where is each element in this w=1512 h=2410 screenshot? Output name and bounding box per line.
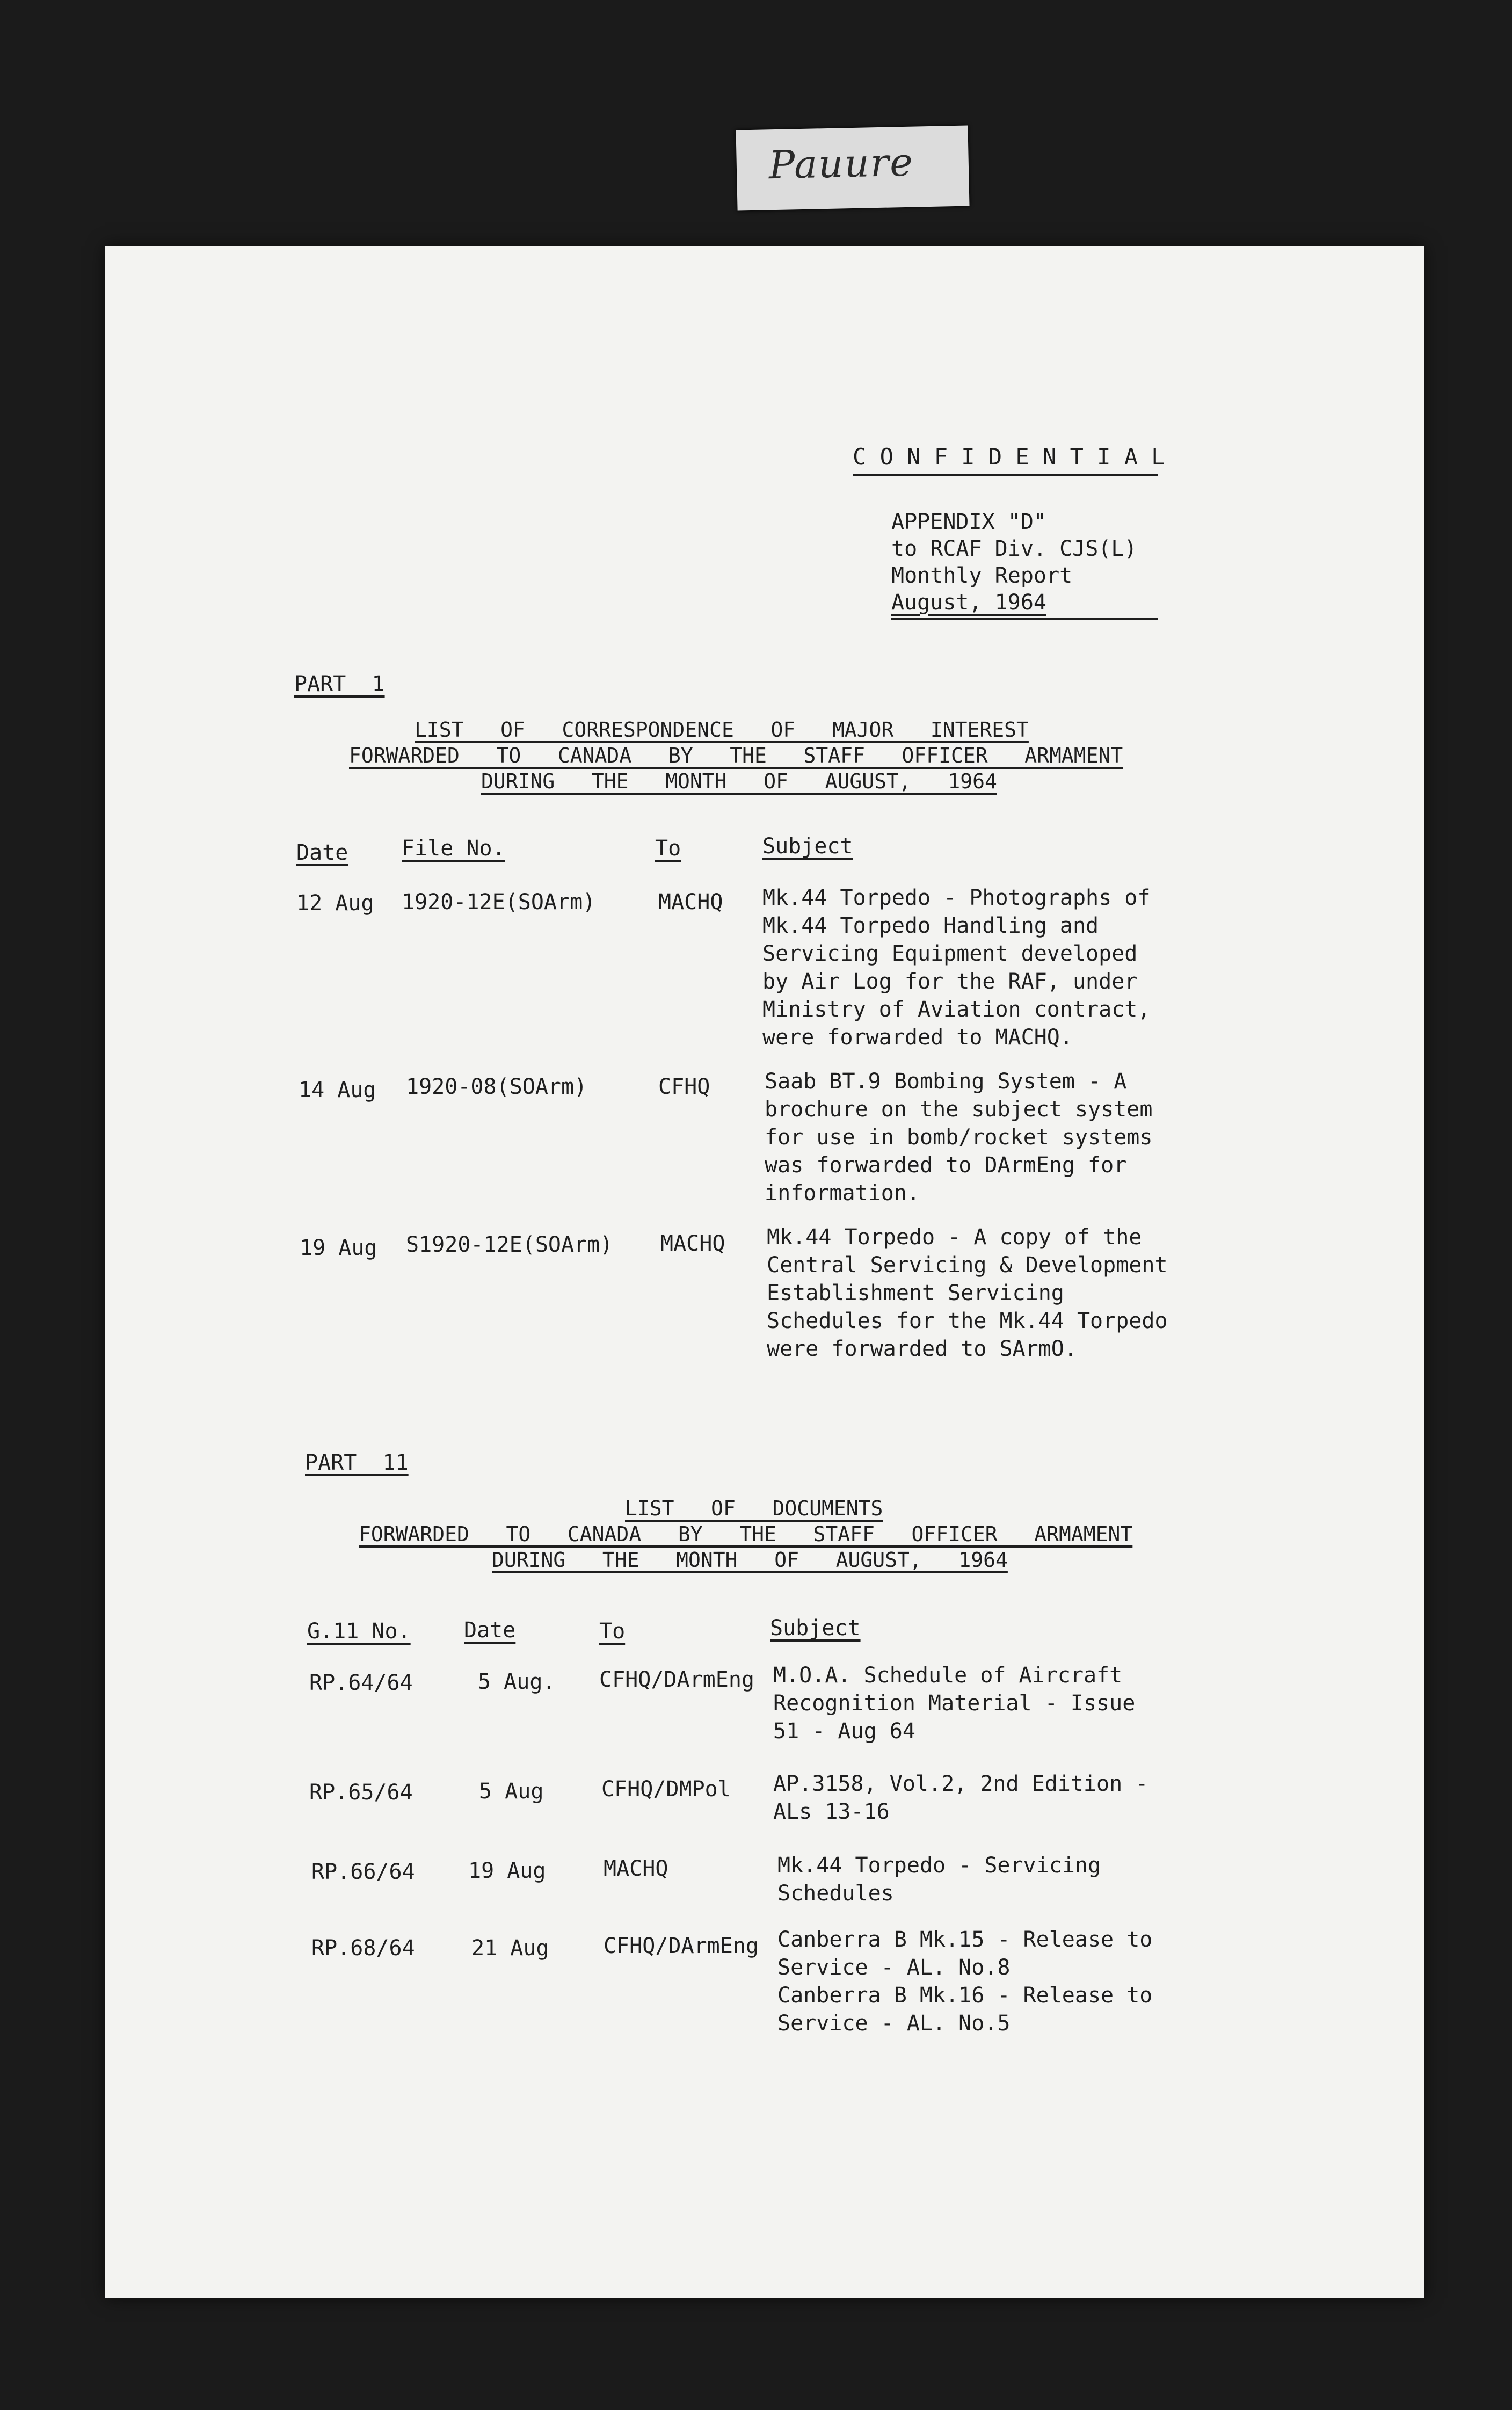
part2-title-line-2: FORWARDED TO CANADA BY THE STAFF OFFICER ARMAMENT [359,1522,1133,1546]
part2-col-date: Date [464,1618,516,1643]
part2-row4-to: CFHQ/DArmEng [604,1934,759,1958]
tag-handwriting: Pauure [768,139,914,188]
part2-row2-g11: RP.65/64 [309,1780,413,1805]
part1-row3-date: 19 Aug [300,1236,377,1260]
part2-row2-to: CFHQ/DMPol [601,1777,731,1802]
part2-title-line-3: DURING THE MONTH OF AUGUST, 1964 [492,1548,1008,1572]
part1-row2-to: CFHQ [658,1075,710,1099]
part2-row3-subject: Mk.44 Torpedo - Servicing Schedules [777,1853,1101,1906]
part2-row1-g11: RP.64/64 [309,1671,413,1695]
part2-row2-date: 5 Aug [479,1779,544,1804]
part1-row1-file: 1920-12E(SOArm) [402,890,596,914]
part2-col-to: To [599,1619,626,1644]
appendix-line-2: to RCAF Div. CJS(L) [891,536,1137,561]
classification-label: C O N F I D E N T I A L [853,444,1165,470]
appendix-line-1: APPENDIX "D" [891,510,1046,534]
part2-row4-subject: Canberra B Mk.15 - Release to Service - AL. No.8 Canberra B Mk.16 - Release to Service - AL. No.5 [777,1927,1153,2036]
part1-row2-date: 14 Aug [299,1078,376,1102]
part2-row2-subject: AP.3158, Vol.2, 2nd Edition - ALs 13-16 [773,1772,1148,1824]
part1-row2-subject: Saab BT.9 Bombing System - A brochure on the subject system for use in bomb/rocket systems was forwarded to DArmEng for information. [765,1069,1153,1206]
part2-row1-date: 5 Aug. [478,1669,556,1694]
part1-row1-to: MACHQ [658,890,723,914]
part2-label: PART 11 [305,1450,409,1475]
appendix-line-3: Monthly Report [891,563,1073,588]
part2-row3-g11: RP.66/64 [311,1860,415,1884]
appendix-line-4: August, 1964 [891,590,1046,615]
part1-row1-date: 12 Aug [296,891,374,916]
part1-row2-file: 1920-08(SOArm) [406,1075,587,1099]
part1-label: PART 1 [294,672,385,696]
part2-title-line-1: LIST OF DOCUMENTS [625,1497,883,1520]
part1-row3-to: MACHQ [660,1231,725,1256]
part2-row3-date: 19 Aug [468,1859,546,1883]
part1-title-line-1: LIST OF CORRESPONDENCE OF MAJOR INTEREST [415,718,1029,742]
file-tag [736,125,969,210]
part2-row4-g11: RP.68/64 [311,1936,415,1961]
appendix-rule [891,618,1158,620]
part2-col-subject: Subject [770,1616,861,1640]
part2-row1-to: CFHQ/DArmEng [599,1667,754,1692]
part2-row1-subject: M.O.A. Schedule of Aircraft Recognition Material - Issue 51 - Aug 64 [773,1663,1136,1744]
part1-row1-subject: Mk.44 Torpedo - Photographs of Mk.44 Torpedo Handling and Servicing Equipment developed by Air Log for the RAF, under Ministry of Aviation contract, were forwarded to MACHQ. [762,885,1151,1050]
part1-col-date: Date [296,840,348,865]
part2-col-g11: G.11 No. [307,1619,411,1644]
part1-col-to: To [655,836,681,861]
classification-rule [853,474,1158,476]
document-page [105,246,1424,2298]
part2-row4-date: 21 Aug [471,1936,549,1961]
part1-row3-subject: Mk.44 Torpedo - A copy of the Central Servicing & Development Establishment Servicing Schedules for the Mk.44 Torpedo were forwarded to SArmO. [767,1225,1168,1361]
part1-title-line-3: DURING THE MONTH OF AUGUST, 1964 [481,770,997,793]
part1-col-file: File No. [402,836,505,861]
part1-col-subject: Subject [762,834,853,859]
part2-row3-to: MACHQ [604,1856,668,1881]
part1-row3-file: S1920-12E(SOArm) [406,1232,613,1257]
part1-title-line-2: FORWARDED TO CANADA BY THE STAFF OFFICER ARMAMENT [349,744,1123,767]
